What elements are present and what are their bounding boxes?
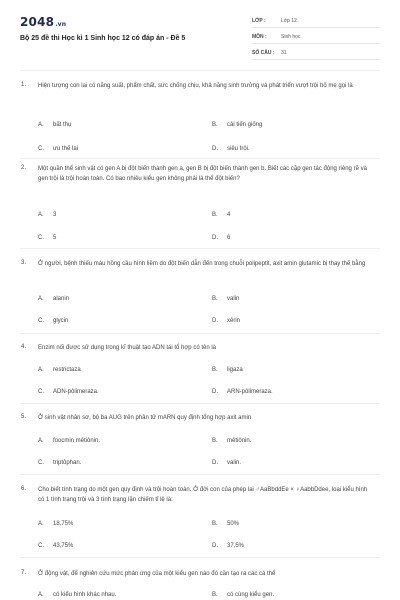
site-logo[interactable] xyxy=(20,15,66,29)
option-letter: A. xyxy=(38,592,44,598)
question-number: 5. xyxy=(21,414,27,420)
option-letter: D. xyxy=(212,460,218,466)
option-text: 18,75% xyxy=(53,521,74,527)
option-b[interactable] xyxy=(212,212,230,218)
option-a[interactable] xyxy=(38,438,100,444)
option-letter: D. xyxy=(212,389,218,395)
option-text: 3 xyxy=(53,212,57,218)
option-letter: A. xyxy=(38,122,44,128)
option-letter: A. xyxy=(38,367,44,373)
question-text: Hiện tượng con lai có năng suất, phẩm chất, sức chống chịu, khả năng sinh trưởng và phát triển vượt trội bố mẹ gọi là xyxy=(38,83,353,89)
option-letter: A. xyxy=(38,296,44,302)
option-a[interactable] xyxy=(38,296,69,302)
option-text: siêu trội. xyxy=(227,146,250,152)
option-letter: C. xyxy=(38,460,44,466)
document-title: Bộ 25 đề thi Học kì 1 Sinh học 12 có đáp án - Đề 5 xyxy=(20,35,186,42)
option-text: mêtiônin. xyxy=(227,438,252,444)
question-number: 6. xyxy=(21,486,27,492)
option-letter: C. xyxy=(38,389,44,395)
question-text: Ở động vật, để nghiên cứu mức phản ứng của một kiểu gen nào đó cần tạo ra các cá thể xyxy=(38,571,276,577)
meta-value: 31 xyxy=(281,49,287,56)
meta-row-class xyxy=(252,14,380,28)
question-number: 3. xyxy=(21,260,27,266)
option-letter: B. xyxy=(212,521,218,527)
option-a[interactable] xyxy=(38,367,81,373)
option-text: alanin xyxy=(53,296,70,302)
option-a[interactable] xyxy=(38,592,116,598)
option-b[interactable] xyxy=(212,122,262,128)
meta-key: MÔN : xyxy=(252,33,267,40)
question-number: 2. xyxy=(21,165,27,171)
option-letter: B. xyxy=(212,122,218,128)
question-number: 7. xyxy=(21,570,27,576)
option-b[interactable] xyxy=(212,367,243,373)
option-letter: D. xyxy=(212,146,218,152)
meta-key: LỚP : xyxy=(252,17,266,24)
option-text: restrictaza xyxy=(53,367,81,373)
option-text: 37,5% xyxy=(227,543,245,549)
option-c[interactable] xyxy=(38,389,99,395)
question-text: Enzim nối được sử dụng trong kĩ thuật tạo ADN tái tổ hợp có tên là xyxy=(38,345,216,351)
option-d[interactable] xyxy=(212,543,244,549)
header-divider xyxy=(20,70,380,71)
question-divider xyxy=(20,248,380,249)
option-text: ligaza xyxy=(227,367,243,373)
option-a[interactable] xyxy=(38,212,56,218)
question-divider xyxy=(20,403,380,404)
option-b[interactable] xyxy=(212,438,251,444)
option-d[interactable] xyxy=(212,389,273,395)
option-b[interactable] xyxy=(212,521,239,527)
question-text: Ở sinh vật nhân sơ, bộ ba AUG trên phân tử mARN quy định tổng hợp axit amin xyxy=(38,415,252,421)
option-letter: B. xyxy=(212,592,218,598)
option-d[interactable] xyxy=(212,146,250,152)
meta-value: Lớp 12 xyxy=(281,17,297,24)
option-letter: C. xyxy=(38,235,44,241)
option-letter: A. xyxy=(38,212,44,218)
question-text: Cho biết tính trạng do một gen quy định và trội hoàn toàn. Ở đời con của phép lai ♂AaBbddEe × ♀AabbDdee, loại kiểu hình có 1 tính trạng trội và 3 tính trạng lặn chiếm tỉ lệ là: xyxy=(38,487,368,503)
option-text: ADN-pôlimeraza. xyxy=(53,389,99,395)
option-text: có kiểu hình khác nhau. xyxy=(53,592,117,598)
option-a[interactable] xyxy=(38,521,73,527)
option-text: bất thụ xyxy=(53,122,72,128)
option-d[interactable] xyxy=(212,460,241,466)
meta-value: Sinh học xyxy=(281,33,301,40)
option-c[interactable] xyxy=(38,460,81,466)
option-text: valin. xyxy=(227,460,242,466)
document-header xyxy=(0,0,400,68)
option-b[interactable] xyxy=(212,296,239,302)
option-c[interactable] xyxy=(38,146,78,152)
option-text: xêrin xyxy=(227,318,241,324)
option-letter: C. xyxy=(38,318,44,324)
option-text: triptôphan. xyxy=(53,460,82,466)
option-letter: D. xyxy=(212,318,218,324)
option-c[interactable] xyxy=(38,543,73,549)
question-divider xyxy=(20,474,380,475)
meta-info xyxy=(252,14,380,62)
option-text: foocmin mêtiônin. xyxy=(53,438,101,444)
option-letter: C. xyxy=(38,146,44,152)
option-text: valin xyxy=(227,296,240,302)
option-letter: B. xyxy=(212,367,218,373)
meta-key: SỐ CÂU : xyxy=(252,49,275,56)
question-divider xyxy=(20,557,380,558)
option-letter: B. xyxy=(212,212,218,218)
option-letter: A. xyxy=(38,521,44,527)
option-text: 6 xyxy=(227,235,231,241)
option-a[interactable] xyxy=(38,122,71,128)
option-text: 5 xyxy=(53,235,57,241)
option-d[interactable] xyxy=(212,318,240,324)
meta-row-subject xyxy=(252,30,380,44)
option-c[interactable] xyxy=(38,235,56,241)
option-letter: B. xyxy=(212,438,218,444)
question-number: 1. xyxy=(21,82,27,88)
option-d[interactable] xyxy=(212,235,230,241)
option-text: ưu thế lai xyxy=(53,146,79,152)
option-letter: C. xyxy=(38,543,44,549)
option-text: ARN-pôlimeraza. xyxy=(227,389,273,395)
option-letter: D. xyxy=(212,235,218,241)
logo-text: 2048 xyxy=(20,15,55,29)
option-text: glycin xyxy=(53,318,69,324)
option-text: 4 xyxy=(227,212,231,218)
option-text: 50% xyxy=(227,521,240,527)
option-letter: A. xyxy=(38,438,44,444)
question-number: 4. xyxy=(21,344,27,350)
logo-suffix: .vn xyxy=(55,21,67,28)
option-letter: B. xyxy=(212,296,218,302)
option-c[interactable] xyxy=(38,318,68,324)
question-text: Một quần thể sinh vật có gen A bị đột biến thành gen a, gen B bị đột biến thành gen b. Biết các cặp gen tác động riêng rẽ và gen trội là trội hoàn toàn. Có bao nhiêu kiểu gen không phải là thể đột biến? xyxy=(38,166,367,182)
meta-row-count xyxy=(252,46,380,60)
option-b[interactable] xyxy=(212,592,274,598)
option-text: cải tiến giống xyxy=(227,122,263,128)
question-divider xyxy=(20,158,380,159)
option-text: 43,75% xyxy=(53,543,74,549)
question-divider xyxy=(20,333,380,334)
question-text: Ở người, bệnh thiếu máu hồng cầu hình liềm do đột biến dẫn đến trong chuỗi polipeptit, axit amin glutamic bị thay thế bằng xyxy=(38,261,366,267)
option-text: có cùng kiểu gen. xyxy=(227,592,275,598)
option-letter: D. xyxy=(212,543,218,549)
